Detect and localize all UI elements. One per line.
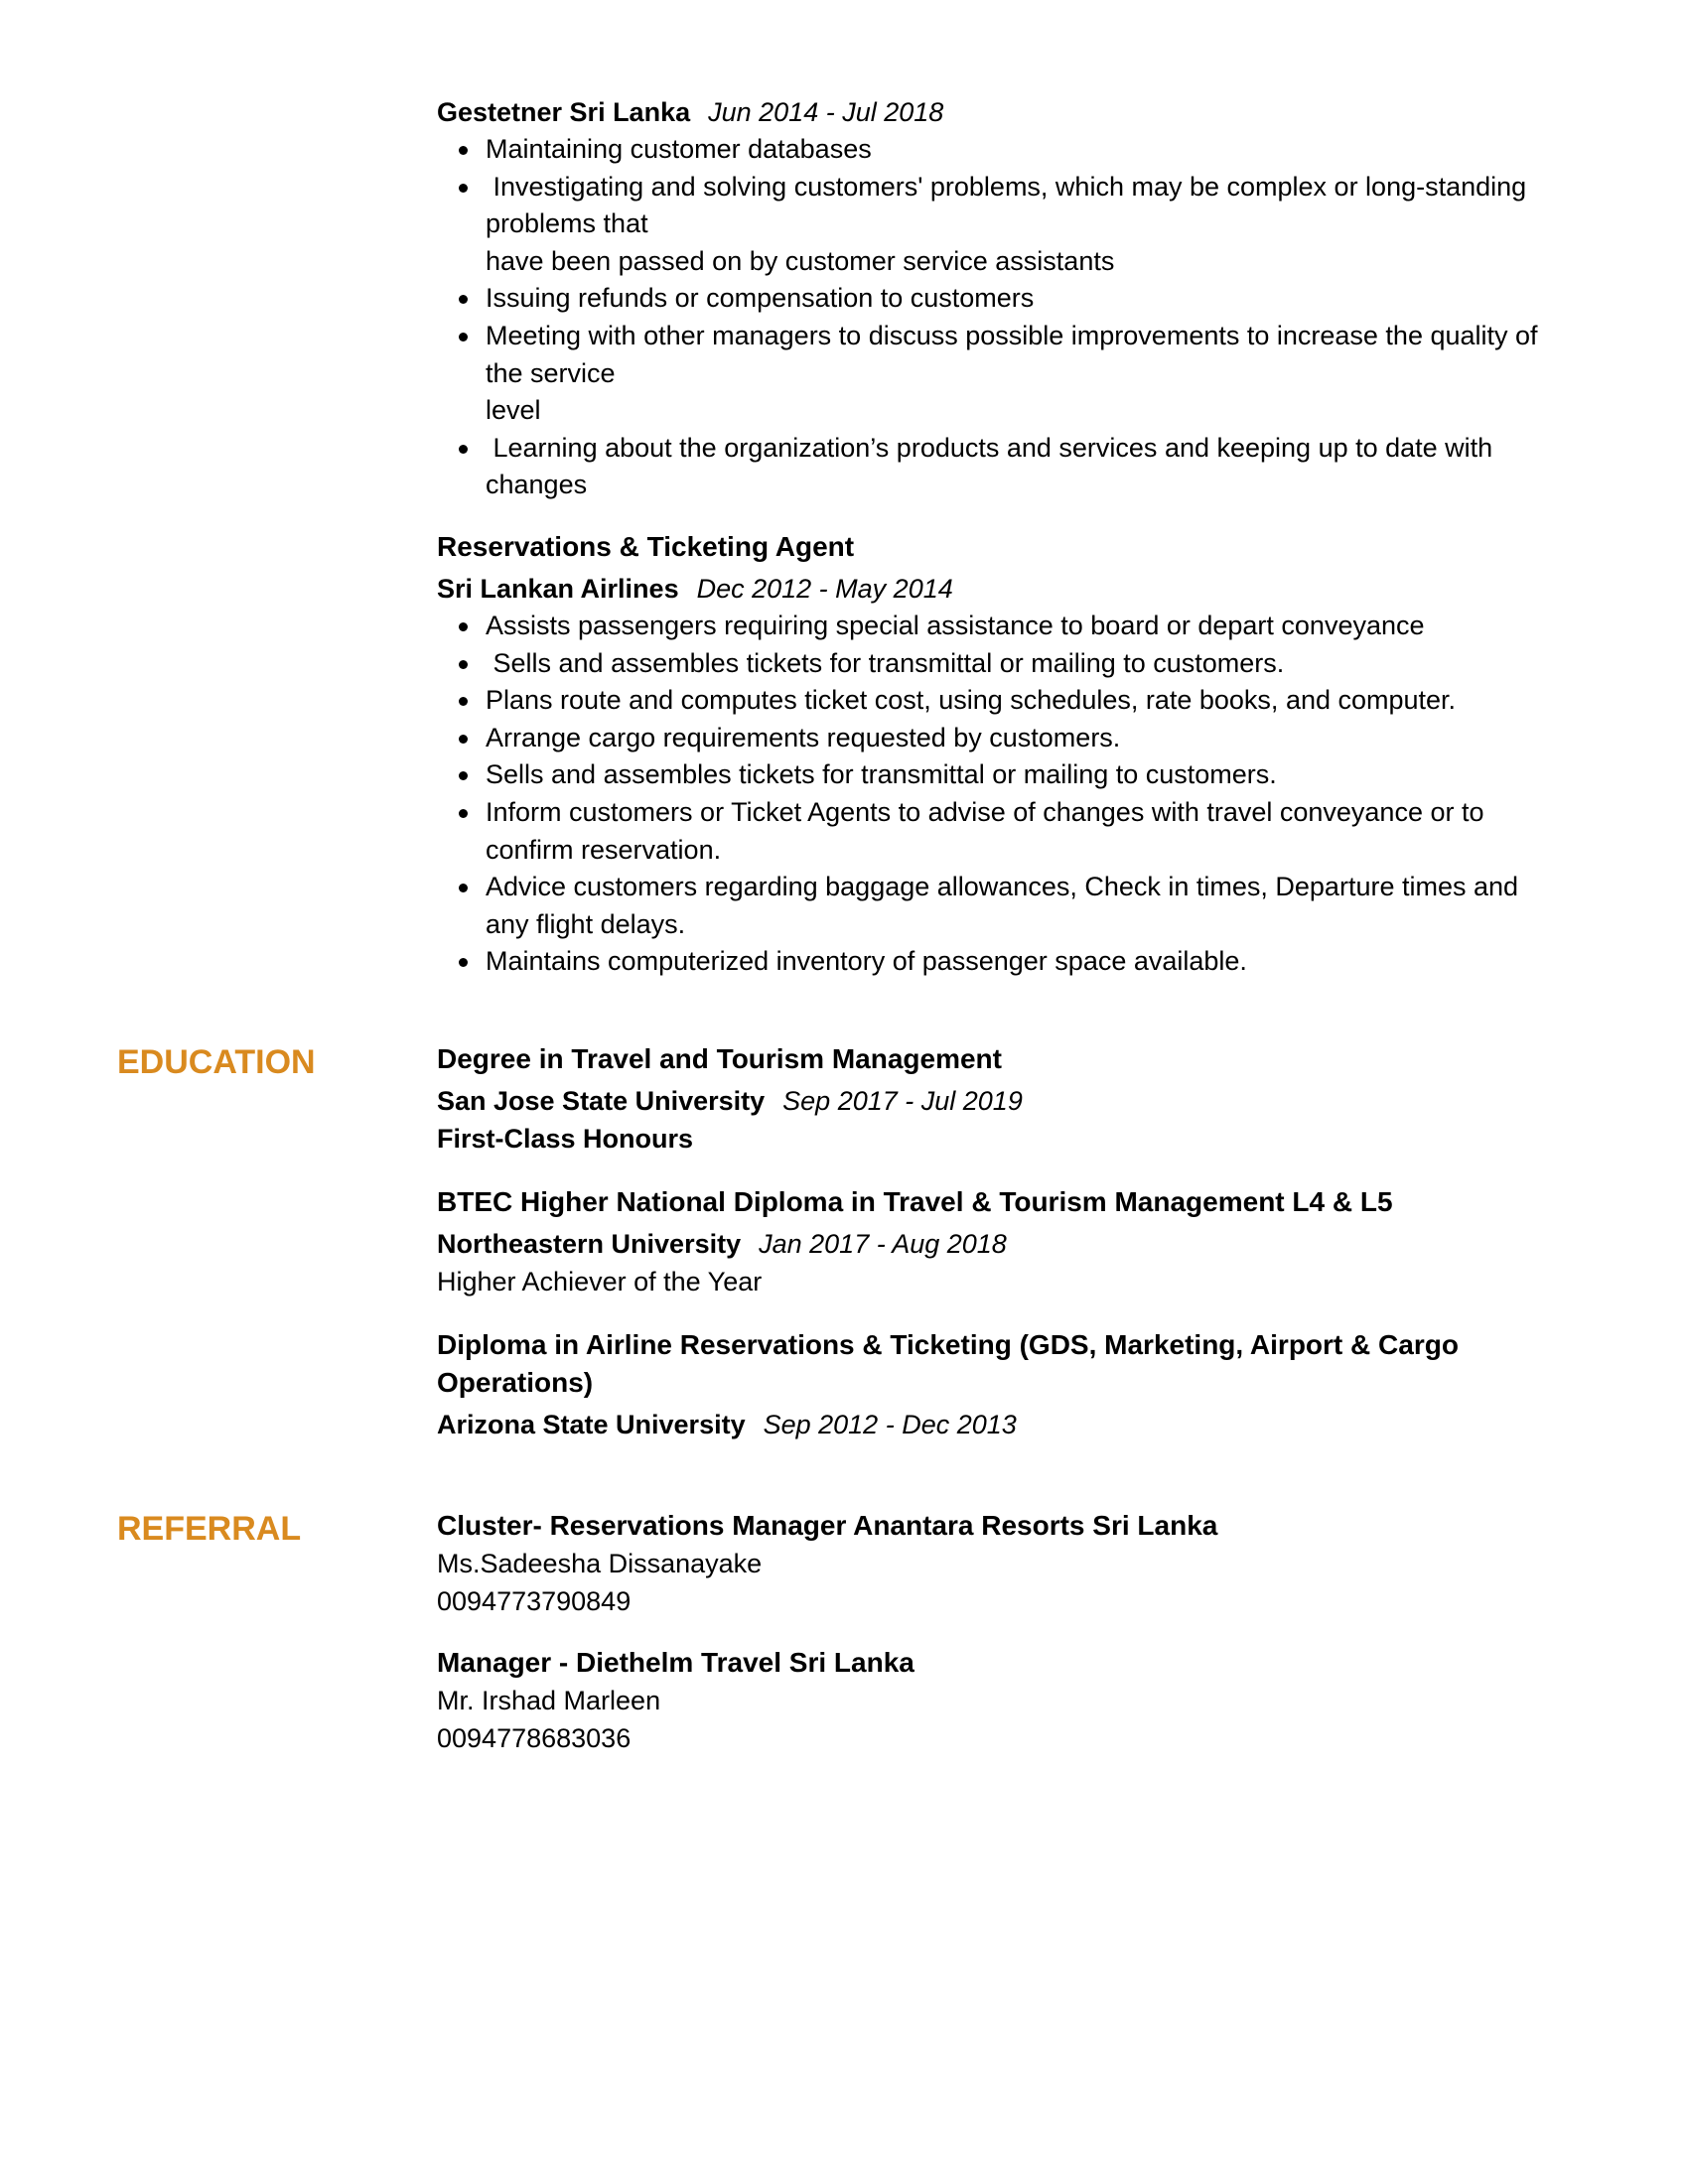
education-note: Higher Achiever of the Year	[437, 1267, 763, 1297]
degree-title: BTEC Higher National Diploma in Travel & Tourism Management L4 & L5	[437, 1186, 1393, 1217]
job-dates: Dec 2012 - May 2014	[696, 573, 953, 604]
referee-phone: 0094773790849	[437, 1586, 632, 1616]
degree-title: Degree in Travel and Tourism Management	[437, 1043, 1002, 1074]
degree-title: Diploma in Airline Reservations & Ticketing (GDS, Marketing, Airport & Cargo Operations)	[437, 1329, 1459, 1398]
experience-section	[437, 93, 1569, 981]
education-section	[437, 1040, 1569, 1443]
school-line	[437, 1406, 1569, 1443]
referral-entry	[437, 1644, 1569, 1757]
list-item: Sells and assembles tickets for transmittal or mailing to customers.	[486, 645, 1569, 683]
job-duties-list	[437, 131, 1569, 504]
referee-title: Cluster- Reservations Manager Anantara Resorts Sri Lanka	[437, 1510, 1218, 1541]
education-dates: Sep 2017 - Jul 2019	[782, 1086, 1023, 1116]
education-entry	[437, 1040, 1569, 1158]
education-heading: EDUCATION	[117, 1043, 316, 1081]
company-name: Gestetner Sri Lanka	[437, 97, 691, 127]
list-item: Plans route and computes ticket cost, using schedules, rate books, and computer.	[486, 682, 1569, 720]
list-item: Arrange cargo requirements requested by customers.	[486, 720, 1569, 757]
school-name: Northeastern University	[437, 1229, 742, 1259]
list-item: Maintaining customer databases	[486, 131, 1569, 169]
education-entry	[437, 1326, 1569, 1443]
school-name: San Jose State University	[437, 1086, 766, 1116]
list-item: Sells and assembles tickets for transmittal or mailing to customers.	[486, 756, 1569, 794]
job-title: Reservations & Ticketing Agent	[437, 530, 855, 562]
referee-title: Manager - Diethelm Travel Sri Lanka	[437, 1647, 914, 1678]
education-note: First-Class Honours	[437, 1124, 694, 1154]
education-entry	[437, 1183, 1569, 1300]
education-dates: Jan 2017 - Aug 2018	[759, 1229, 1007, 1259]
school-line	[437, 1082, 1569, 1120]
job-duties-list	[437, 608, 1569, 981]
referee-name: Ms.Sadeesha Dissanayake	[437, 1549, 763, 1578]
list-item: Inform customers or Ticket Agents to advise of changes with travel conveyance or to confirm reservation.	[486, 794, 1569, 869]
referral-entry	[437, 1507, 1569, 1620]
list-item: Learning about the organization’s products and services and keeping up to date with changes	[486, 430, 1569, 504]
job-dates: Jun 2014 - Jul 2018	[708, 97, 944, 127]
school-name: Arizona State University	[437, 1410, 746, 1439]
job-header	[437, 570, 1569, 608]
list-item: Issuing refunds or compensation to customers	[486, 280, 1569, 318]
referral-heading: REFERRAL	[117, 1510, 302, 1548]
job-srilankan	[437, 528, 1569, 981]
list-item: Assists passengers requiring special assistance to board or depart conveyance	[486, 608, 1569, 645]
job-gestetner	[437, 93, 1569, 504]
referee-name: Mr. Irshad Marleen	[437, 1686, 661, 1715]
school-line	[437, 1225, 1569, 1263]
referee-phone: 0094778683036	[437, 1723, 632, 1753]
education-dates: Sep 2012 - Dec 2013	[763, 1410, 1017, 1439]
job-header	[437, 93, 1569, 131]
referral-section	[437, 1507, 1569, 1757]
list-item: Investigating and solving customers' problems, which may be complex or long-standing problems that have been passed on by customer service assistants	[486, 169, 1569, 281]
company-name: Sri Lankan Airlines	[437, 573, 679, 604]
list-item: Meeting with other managers to discuss possible improvements to increase the quality of the service level	[486, 318, 1569, 430]
list-item: Advice customers regarding baggage allowances, Check in times, Departure times and any flight delays.	[486, 869, 1569, 943]
list-item: Maintains computerized inventory of passenger space available.	[486, 943, 1569, 981]
